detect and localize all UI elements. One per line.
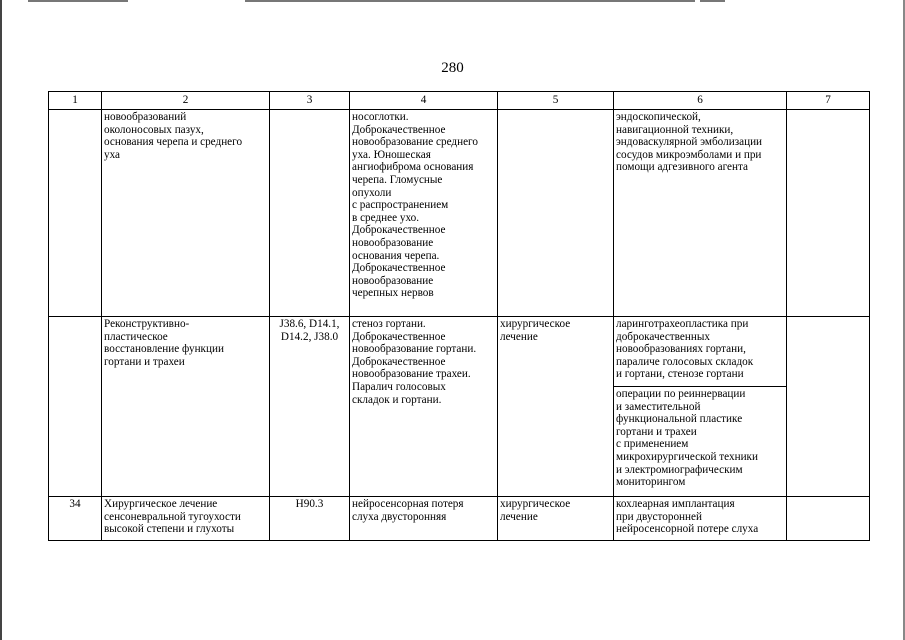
- treatment-type-cell: хирургическое лечение: [498, 317, 614, 497]
- care-type-cell: новообразований околоносовых пазух, основания черепа и среднего уха: [102, 110, 270, 317]
- scan-left-edge: [0, 0, 2, 640]
- treatment-method-cell: операции по реиннервации и заместительной функциональной пластике гортани и трахеи с применением микрохирургической техники и электромиографическим мониторингом: [614, 387, 787, 497]
- treatment-method-cell: ларинготрахеопластика при доброкачественных новообразованиях гортани, параличе голосовых складок и гортани, стенозе гортани: [614, 317, 787, 387]
- page-number: 280: [441, 60, 464, 76]
- icd-code-cell: H90.3: [270, 497, 350, 541]
- cost-cell: [787, 110, 870, 317]
- table-row: [49, 317, 870, 387]
- treatment-method-cell: кохлеарная имплантация при двусторонней нейросенсорной потере слуха: [614, 497, 787, 541]
- column-number-6: 6: [614, 92, 787, 110]
- table-row: [49, 110, 870, 317]
- column-number-2: 2: [102, 92, 270, 110]
- column-number-3: 3: [270, 92, 350, 110]
- patient-model-cell: нейросенсорная потеря слуха двусторонняя: [350, 497, 498, 541]
- scan-top-rule-left: [28, 0, 128, 2]
- scan-top-rule-mid: [245, 0, 695, 2]
- medical-care-table: [48, 91, 870, 541]
- column-number-5: 5: [498, 92, 614, 110]
- column-number-1: 1: [49, 92, 102, 110]
- column-number-7: 7: [787, 92, 870, 110]
- patient-model-cell: стеноз гортани. Доброкачественное новообразование гортани. Доброкачественное новообразование трахеи. Паралич голосовых складок и гортани.: [350, 317, 498, 497]
- care-type-cell: Хирургическое лечение сенсоневральной тугоухости высокой степени и глухоты: [102, 497, 270, 541]
- column-number-4: 4: [350, 92, 498, 110]
- table-row: [49, 497, 870, 541]
- scan-top-rule-right: [700, 0, 725, 2]
- icd-code-cell: [270, 110, 350, 317]
- patient-model-cell: носоглотки. Доброкачественное новообразование среднего уха. Юношеская ангиофиброма основания черепа. Гломусные опухоли с распространением в среднее ухо. Доброкачественное новообразование основания черепа. Доброкачественное новообразование черепных нервов: [350, 110, 498, 317]
- treatment-method-cell: эндоскопической, навигационной техники, эндоваскулярной эмболизации сосудов микроэмболами и при помощи адгезивного агента: [614, 110, 787, 317]
- care-type-cell: Реконструктивно- пластическое восстановление функции гортани и трахеи: [102, 317, 270, 497]
- row-number-cell: [49, 110, 102, 317]
- cost-cell: [787, 317, 870, 497]
- column-number-row: [49, 92, 870, 110]
- treatment-type-cell: [498, 110, 614, 317]
- treatment-type-cell: хирургическое лечение: [498, 497, 614, 541]
- row-number-cell: 34: [49, 497, 102, 541]
- icd-code-cell: J38.6, D14.1, D14.2, J38.0: [270, 317, 350, 497]
- cost-cell: [787, 497, 870, 541]
- row-number-cell: [49, 317, 102, 497]
